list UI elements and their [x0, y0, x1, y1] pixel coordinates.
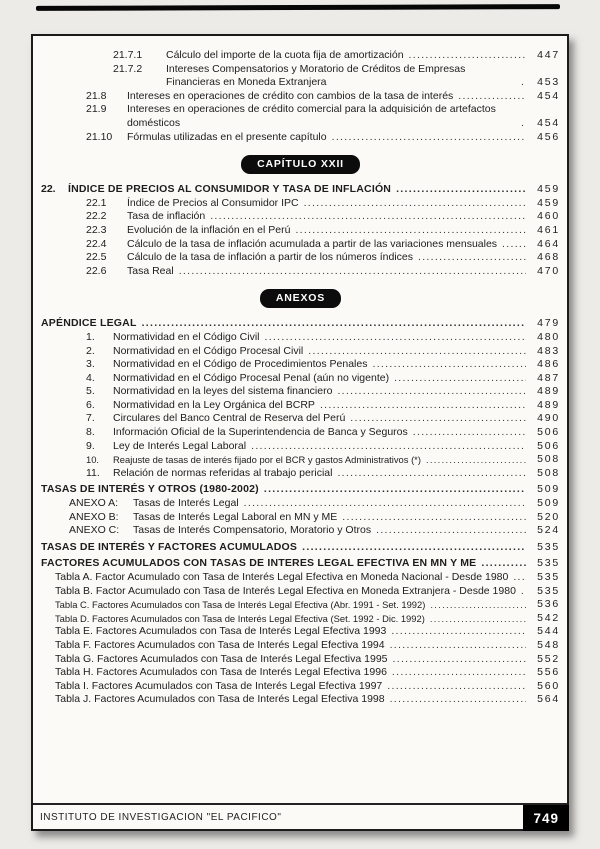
toc-entry-page: 460 — [537, 210, 560, 223]
toc-entry-page: 556 — [537, 666, 560, 679]
dot-leader — [508, 571, 526, 585]
toc-entry — [41, 440, 560, 454]
toc-entry — [41, 49, 560, 63]
toc-entry-title: FACTORES ACUMULADOS CON TASAS DE INTERES LEGAL EFECTIVA EN MN Y ME — [41, 557, 477, 570]
toc-entry-page: 506 — [537, 426, 560, 439]
dot-leader — [174, 265, 526, 279]
toc-entry-page: 480 — [537, 330, 560, 343]
toc-entry — [41, 90, 560, 104]
dot-leader — [386, 625, 526, 639]
toc-entry-number: 3. — [86, 358, 95, 371]
toc-entry-title: Tabla I. Factores Acumulados con Tasa de Interés Legal Efectiva 1997 — [55, 679, 383, 692]
toc-entry-number: 21.7.2 — [113, 62, 143, 75]
toc-heading — [41, 483, 560, 497]
toc-entry-page: 509 — [537, 483, 560, 496]
toc-entry — [41, 467, 560, 481]
toc-entry-page: 461 — [537, 223, 560, 236]
dot-leader — [385, 693, 526, 707]
page-number-badge: 749 — [523, 805, 569, 831]
toc-entry-page: 470 — [537, 264, 560, 277]
toc-entry-title: Normatividad en el Código Procesal Penal (aún no vigente) — [113, 371, 390, 384]
toc-entry-page: 536 — [537, 598, 560, 611]
dot-leader — [246, 440, 526, 454]
toc-entry — [41, 524, 560, 538]
toc-entry-number: ANEXO A: — [69, 497, 119, 510]
toc-entry-title: Cálculo del importe de la cuota fija de amortización — [166, 49, 404, 61]
toc-entry-title: Tabla B. Factor Acumulado con Tasa de Interés Legal Efectiva en Moneda Extranjera - Desde 1980 — [55, 584, 516, 597]
dot-leader — [303, 345, 526, 359]
toc-entry-page: 459 — [537, 196, 560, 209]
chapter-22-badge: CAPÍTULO XXII — [241, 155, 360, 174]
dot-leader — [388, 653, 526, 667]
toc-entry-page: 459 — [537, 183, 560, 196]
toc-entry-title: Información Oficial de la Superintendencia de Banca y Seguros — [113, 426, 408, 439]
dot-leader — [516, 117, 526, 131]
toc-entry-page: 487 — [537, 371, 560, 384]
toc-entry — [41, 639, 560, 653]
toc-entry-title: Tabla E. Factores Acumulados con Tasa de Interés Legal Efectiva 1993 — [55, 625, 387, 638]
dot-leader — [425, 598, 526, 612]
toc-entry-page: 535 — [537, 571, 560, 583]
toc-entry-number: 21.8 — [86, 89, 107, 102]
toc-entry-number: 21.7.1 — [113, 49, 143, 61]
toc-entry-page: 456 — [537, 130, 560, 143]
toc-entry — [41, 331, 560, 345]
toc-entry-page: 509 — [537, 497, 560, 510]
toc-entry-page: 454 — [537, 89, 560, 102]
toc-entry — [41, 345, 560, 359]
annexes-entries — [41, 317, 560, 707]
dot-leader — [413, 251, 526, 265]
toc-entry-number: 22.3 — [86, 223, 107, 236]
chapter-21-remaining-entries — [41, 49, 560, 144]
chapter-22-entries — [41, 183, 560, 278]
toc-entry — [41, 131, 560, 145]
toc-entry — [41, 693, 560, 707]
dot-leader — [367, 358, 526, 372]
toc-entry-page: 468 — [537, 251, 560, 264]
dot-leader — [385, 639, 526, 653]
toc-entry — [41, 224, 560, 238]
toc-entry-page: 520 — [537, 510, 560, 523]
toc-entry-number: 6. — [86, 398, 95, 411]
toc-entry-title: Evolución de la inflación en el Perú — [127, 223, 291, 236]
dot-leader — [389, 372, 526, 386]
dot-leader — [382, 680, 526, 694]
toc-entry-title: Cálculo de la tasa de inflación acumulada a partir de las variaciones mensuales — [127, 237, 498, 250]
toc-entry-title: Normatividad en el Código Civil — [113, 330, 260, 343]
dot-leader — [315, 399, 526, 413]
dot-leader — [299, 197, 526, 211]
scanned-page — [31, 34, 569, 831]
toc-entry-title: Ley de Interés Legal Laboral — [113, 439, 247, 452]
chapter-22-badge-row — [41, 155, 560, 174]
dot-leader — [327, 131, 526, 145]
dot-leader — [453, 90, 526, 104]
dot-leader — [476, 557, 526, 571]
toc-entry-page: 535 — [537, 584, 560, 597]
toc-entry — [41, 197, 560, 211]
toc-entry — [41, 103, 560, 130]
toc-entry-title: Tabla D. Factores Acumulados con Tasa de Interés Legal Efectiva (Set. 1992 - Dic. 1992) — [55, 612, 425, 624]
toc-entry-title: Intereses en operaciones de crédito comercial para la adquisición de artefactos domésticos — [127, 103, 496, 129]
toc-entry — [41, 372, 560, 386]
toc-entry-number: 11. — [86, 466, 100, 479]
dot-leader — [497, 238, 526, 252]
dot-leader — [337, 511, 526, 525]
toc-entry — [41, 453, 560, 467]
toc-entry — [41, 63, 560, 90]
toc-entry — [41, 585, 560, 599]
dot-leader — [425, 612, 526, 626]
dot-leader — [516, 76, 526, 90]
table-of-contents — [33, 36, 567, 803]
dot-leader — [404, 49, 526, 63]
toc-entry — [41, 210, 560, 224]
toc-entry-page: 464 — [537, 237, 560, 250]
toc-entry — [41, 265, 560, 279]
toc-entry-title: Relación de normas referidas al trabajo pericial — [113, 466, 333, 479]
toc-entry — [41, 653, 560, 667]
toc-entry-page: 552 — [537, 652, 560, 665]
dot-leader — [259, 331, 526, 345]
toc-heading — [41, 317, 560, 331]
toc-entry — [41, 426, 560, 440]
toc-entry — [41, 399, 560, 413]
toc-heading — [41, 557, 560, 571]
toc-entry-number: 21.9 — [86, 103, 107, 116]
toc-entry-page: 489 — [537, 385, 560, 398]
dot-leader — [332, 385, 526, 399]
toc-entry-number: 22.4 — [86, 237, 107, 250]
toc-entry — [41, 511, 560, 525]
dot-leader — [259, 483, 526, 497]
toc-entry-title: Tabla F. Factores Acumulados con Tasa de Interés Legal Efectiva 1994 — [55, 638, 385, 651]
toc-entry-title: Tabla J. Factores Acumulados con Tasa de Interés Legal Efectiva 1998 — [55, 693, 385, 706]
scan-top-edge-artifact — [36, 4, 560, 11]
toc-entry-number: 22. — [41, 183, 56, 196]
toc-entry-title: TASAS DE INTERÉS Y FACTORES ACUMULADOS — [41, 540, 298, 553]
dot-leader — [371, 524, 526, 538]
toc-entry-number: 22.6 — [86, 264, 107, 277]
dot-leader — [516, 585, 526, 599]
toc-entry-title: Tasas de Interés Compensatorio, Moratorio y Otros — [133, 524, 372, 537]
annexes-badge-row — [41, 289, 560, 308]
toc-entry-number: 9. — [86, 439, 95, 452]
dot-leader — [297, 541, 526, 555]
toc-entry-number: 5. — [86, 385, 95, 398]
toc-entry — [41, 625, 560, 639]
toc-entry-page: 542 — [537, 611, 560, 624]
dot-leader — [421, 453, 526, 467]
toc-entry — [41, 680, 560, 694]
toc-entry-number: ANEXO B: — [69, 510, 119, 523]
toc-entry-page: 508 — [537, 466, 560, 479]
toc-heading — [41, 541, 560, 555]
toc-entry-title: Tabla H. Factores Acumulados con Tasa de Interés Legal Efectiva 1996 — [55, 666, 387, 679]
toc-entry-page: 489 — [537, 398, 560, 411]
dot-leader — [408, 426, 526, 440]
toc-entry — [41, 238, 560, 252]
dot-leader — [332, 467, 526, 481]
toc-entry-title: Tasa Real — [127, 264, 174, 277]
toc-entry-title: Cálculo de la tasa de inflación a partir de los números índices — [127, 251, 413, 264]
toc-entry-page: 524 — [537, 524, 560, 537]
dot-leader — [387, 666, 526, 680]
toc-entry-number: 10. — [86, 454, 100, 466]
toc-entry-title: Circulares del Banco Central de Reserva del Perú — [113, 412, 346, 425]
toc-entry — [41, 497, 560, 511]
toc-entry-page: 544 — [537, 625, 560, 638]
toc-entry-title: Tasa de inflación — [127, 210, 206, 223]
toc-entry-title: Normatividad en el Código Procesal Civil — [113, 344, 304, 357]
toc-entry-page: 479 — [537, 317, 560, 330]
toc-entry-page: 483 — [537, 344, 560, 357]
toc-entry — [41, 358, 560, 372]
dot-leader — [391, 183, 526, 197]
toc-entry-number: 7. — [86, 412, 95, 425]
toc-entry — [41, 251, 560, 265]
toc-entry-title: Tasas de Interés Legal — [133, 497, 239, 510]
dot-leader — [239, 497, 526, 511]
annexes-badge: ANEXOS — [260, 289, 341, 308]
toc-entry — [41, 612, 560, 626]
toc-entry-page: 535 — [537, 557, 560, 570]
toc-entry-page: 454 — [537, 116, 560, 129]
toc-entry-title: APÉNDICE LEGAL — [41, 317, 137, 330]
dot-leader — [290, 224, 526, 238]
toc-heading — [41, 183, 560, 197]
toc-entry-number: 8. — [86, 426, 95, 439]
toc-entry — [41, 598, 560, 612]
toc-entry-page: 453 — [537, 76, 560, 89]
toc-entry-number: 4. — [86, 371, 95, 384]
toc-entry-title: Normatividad en la leyes del sistema financiero — [113, 385, 333, 398]
toc-entry-title: Tabla G. Factores Acumulados con Tasa de Interés Legal Efectiva 1995 — [55, 652, 388, 665]
dot-leader — [137, 317, 526, 331]
dot-leader — [205, 210, 526, 224]
toc-entry-page: 486 — [537, 358, 560, 371]
toc-entry-title: Normatividad en el Código de Procedimientos Penales — [113, 358, 368, 371]
page-footer — [33, 803, 567, 829]
toc-entry-page: 560 — [537, 679, 560, 692]
toc-entry-title: Tabla A. Factor Acumulado con Tasa de Interés Legal Efectiva en Moneda Nacional - Desde 1980 — [55, 571, 509, 583]
toc-entry-number: 22.5 — [86, 251, 107, 264]
toc-entry-title: TASAS DE INTERÉS Y OTROS (1980-2002) — [41, 483, 259, 496]
toc-entry-title: Normatividad en la Ley Orgánica del BCRP — [113, 398, 315, 411]
toc-entry-page: 506 — [537, 439, 560, 452]
toc-entry-page: 447 — [537, 49, 560, 61]
toc-entry-number: 1. — [86, 330, 95, 343]
toc-entry-title: Reajuste de tasas de interés fijado por el BCR y gastos Administrativos (*) — [113, 454, 421, 466]
dot-leader — [345, 412, 526, 426]
toc-entry-number: ANEXO C: — [69, 524, 120, 537]
toc-entry-number: 21.10 — [86, 130, 113, 143]
toc-entry-page: 508 — [537, 453, 560, 466]
toc-entry-title: Índice de Precios al Consumidor IPC — [127, 196, 299, 209]
toc-entry-title: Intereses en operaciones de crédito con cambios de la tasa de interés — [127, 89, 454, 102]
toc-entry — [41, 571, 560, 585]
toc-entry — [41, 412, 560, 426]
toc-entry-page: 564 — [537, 693, 560, 706]
toc-entry-page: 490 — [537, 412, 560, 425]
toc-entry-title: ÍNDICE DE PRECIOS AL CONSUMIDOR Y TASA DE INFLACIÓN — [68, 183, 392, 196]
toc-entry-title: Fórmulas utilizadas en el presente capítulo — [127, 130, 327, 143]
toc-entry-title: Intereses Compensatorios y Moratorio de Créditos de Empresas Financieras en Moneda Extranjera — [166, 62, 466, 89]
toc-entry-title: Tabla C. Factores Acumulados con Tasa de Interés Legal Efectiva (Abr. 1991 - Set. 1992) — [55, 599, 426, 611]
toc-entry-page: 548 — [537, 638, 560, 651]
toc-entry-number: 22.2 — [86, 210, 107, 223]
toc-entry — [41, 385, 560, 399]
toc-entry — [41, 666, 560, 680]
toc-entry-title: Tasas de Interés Legal Laboral en MN y ME — [133, 510, 338, 523]
toc-entry-number: 22.1 — [86, 196, 107, 209]
toc-entry-page: 535 — [537, 540, 560, 553]
toc-entry-number: 2. — [86, 344, 95, 357]
publisher-name: INSTITUTO DE INVESTIGACION "EL PACIFICO" — [40, 811, 282, 823]
